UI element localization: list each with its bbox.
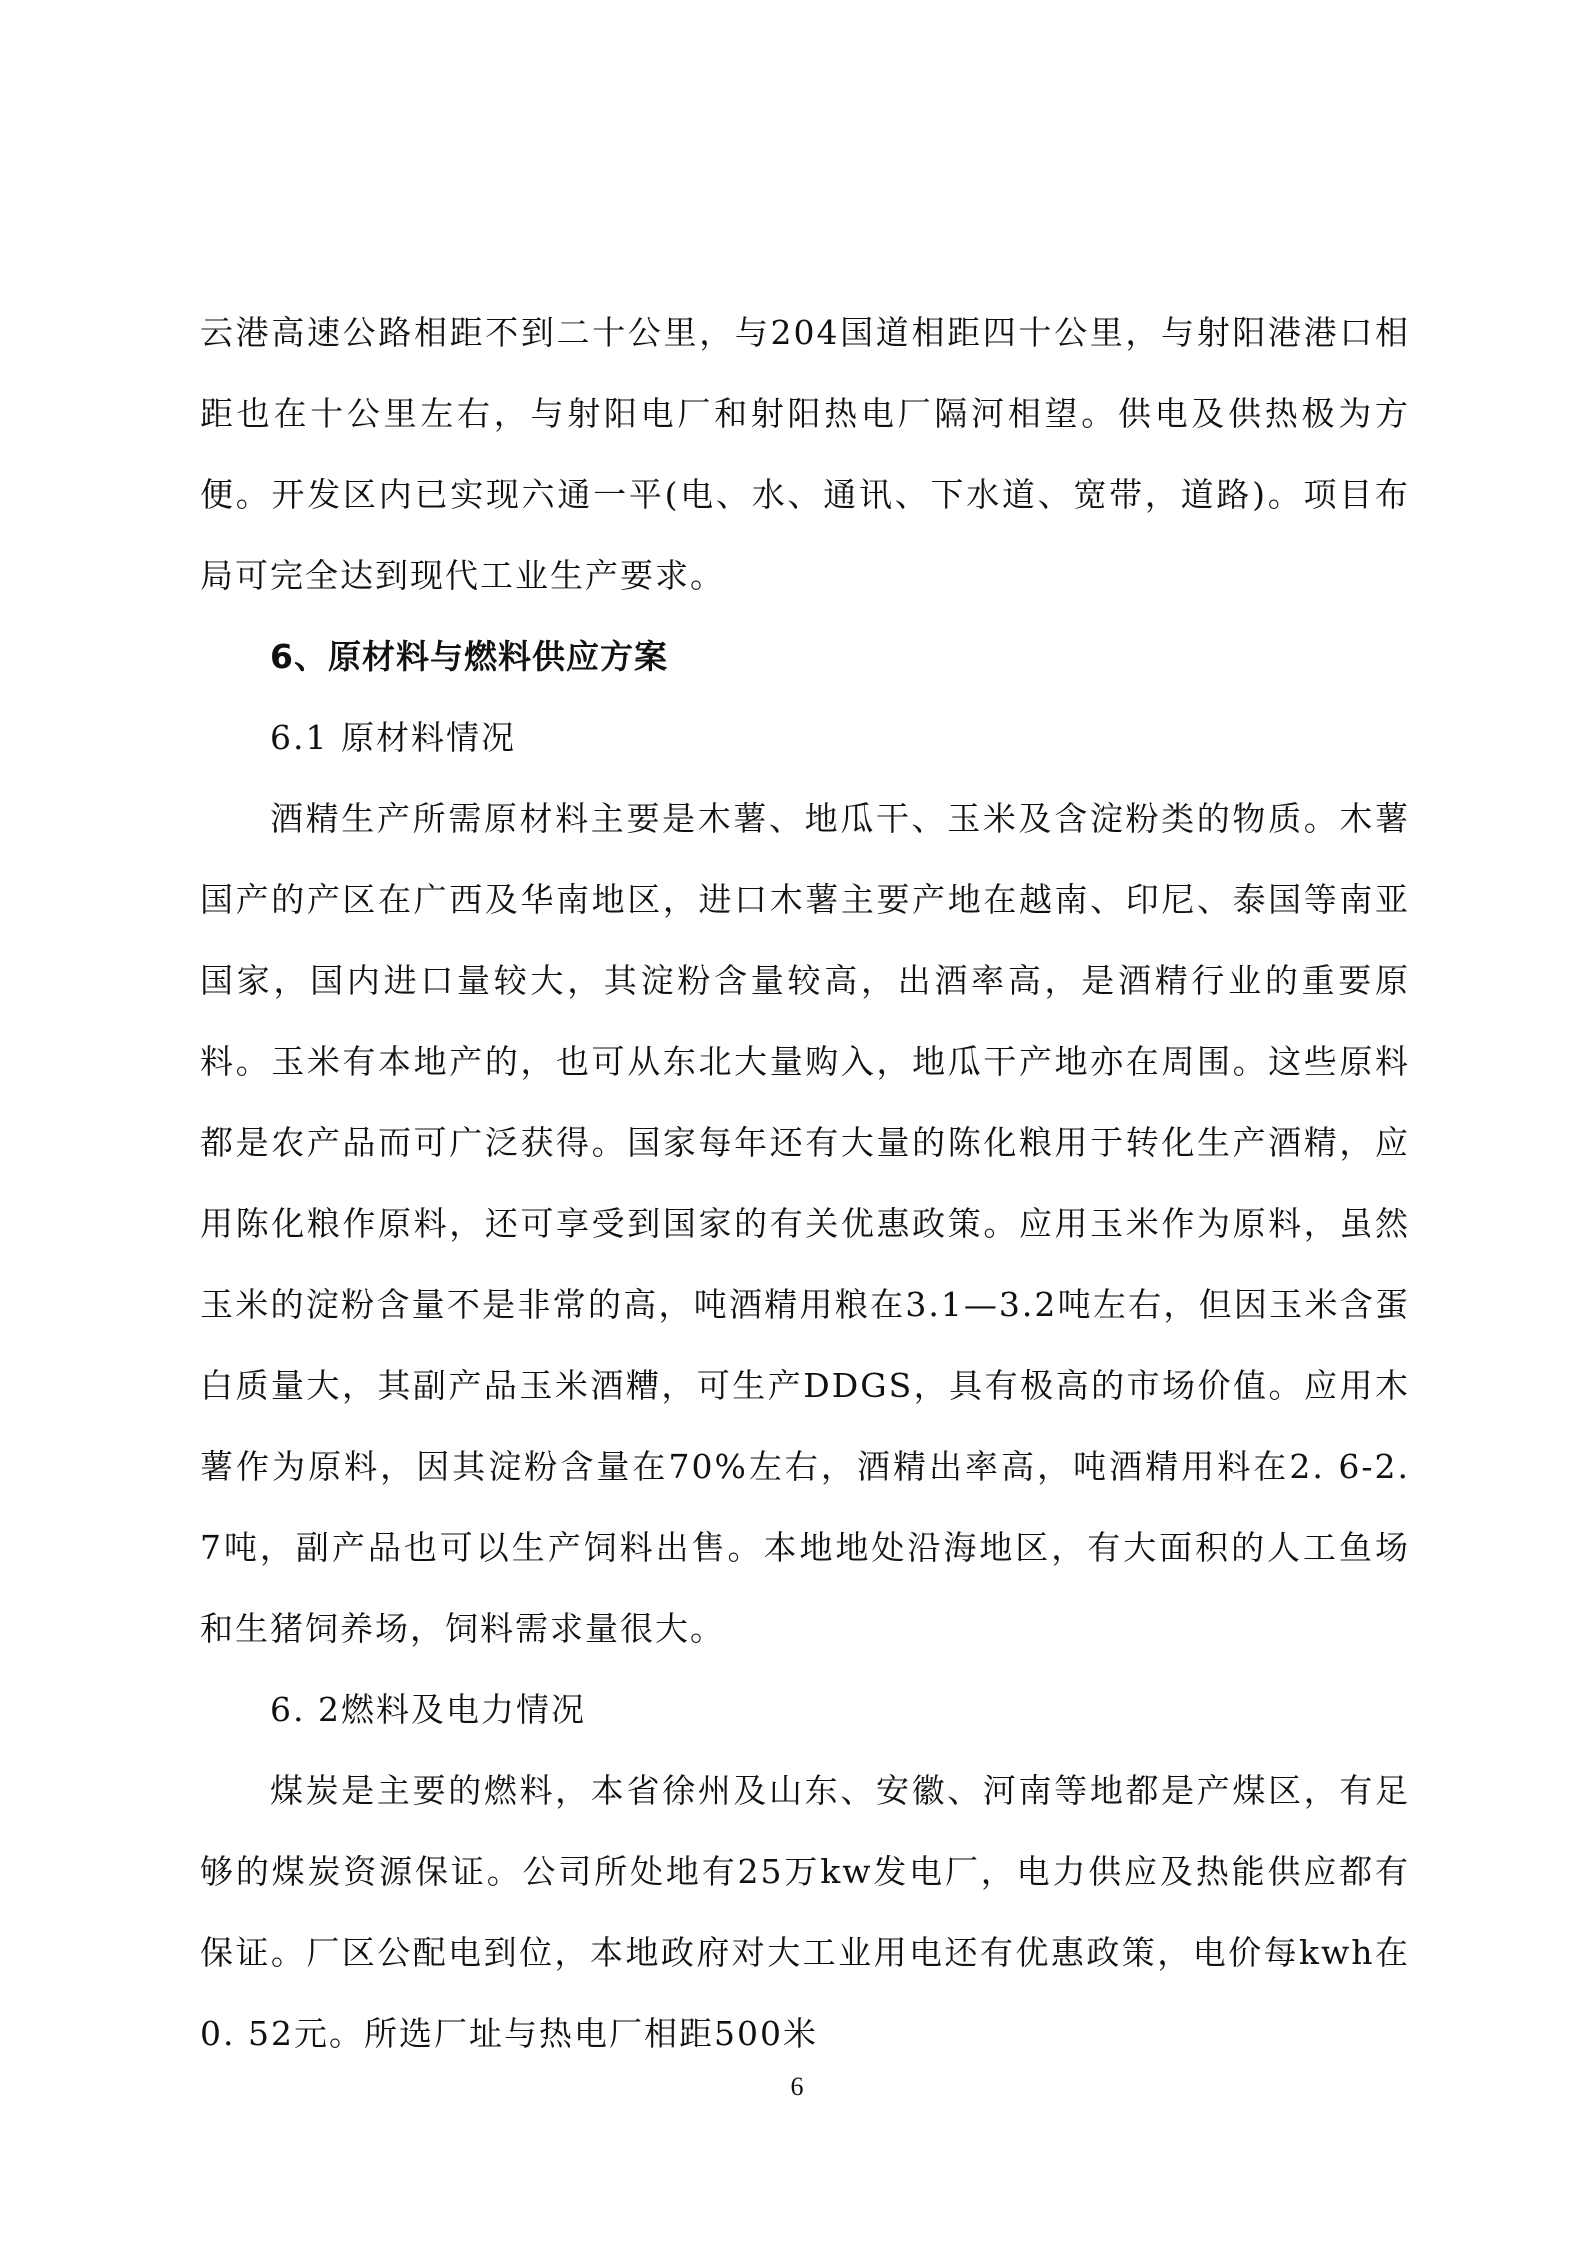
subsection-heading-fuel-power: 6. 2燃料及电力情况 — [270, 1690, 586, 1729]
page-number: 6 — [790, 2072, 804, 2101]
raw-materials-paragraph: 酒精生产所需原材料主要是木薯、地瓜干、玉米及含淀粉类的物质。木薯国产的产区在广西及华南地区，进口木薯主要产地在越南、印尼、泰国等南亚国家，国内进口量较大，其淀粉含量较高，出酒率高，是酒精行业的重要原料。玉米有本地产的，也可从东北大量购入，地瓜干产地亦在周围。这些原料都是农产品而可广泛获得。国家每年还有大量的陈化粮用于转化生产酒精，应用陈化粮作原料，还可享受到国家的有关优惠政策。应用玉米作为原料，虽然玉米的淀粉含量不是非常的高，吨酒精用粮在3.1—3.2吨左右，但因玉米含蛋白质量大，其副产品玉米酒糟，可生产DDGS，具有极高的市场价值。应用木薯作为原料，因其淀粉含量在70%左右，酒精出率高，吨酒精用料在2. 6-2. 7吨，副产品也可以生产饲料出售。本地地处沿海地区，有大面积的人工鱼场和生猪饲养场，饲料需求量很大。 — [200, 799, 1410, 1648]
fuel-power-paragraph: 煤炭是主要的燃料，本省徐州及山东、安徽、河南等地都是产煤区，有足够的煤炭资源保证。公司所处地有25万kw发电厂，电力供应及热能供应都有保证。厂区公配电到位，本地政府对大工业用电还有优惠政策，电价每kwh在0. 52元。所选厂址与热电厂相距500米 — [200, 1771, 1410, 2053]
continuation-paragraph: 云港高速公路相距不到二十公里，与204国道相距四十公里，与射阳港港口相距也在十公里左右，与射阳电厂和射阳热电厂隔河相望。供电及供热极为方便。开发区内已实现六通一平(电、水、通讯、下水道、宽带，道路)。项目布局可完全达到现代工业生产要求。 — [200, 313, 1410, 595]
section-heading: 6、原材料与燃料供应方案 — [270, 637, 668, 676]
subsection-heading-raw-materials: 6.1 原材料情况 — [270, 718, 516, 757]
document-body — [200, 292, 1410, 2074]
